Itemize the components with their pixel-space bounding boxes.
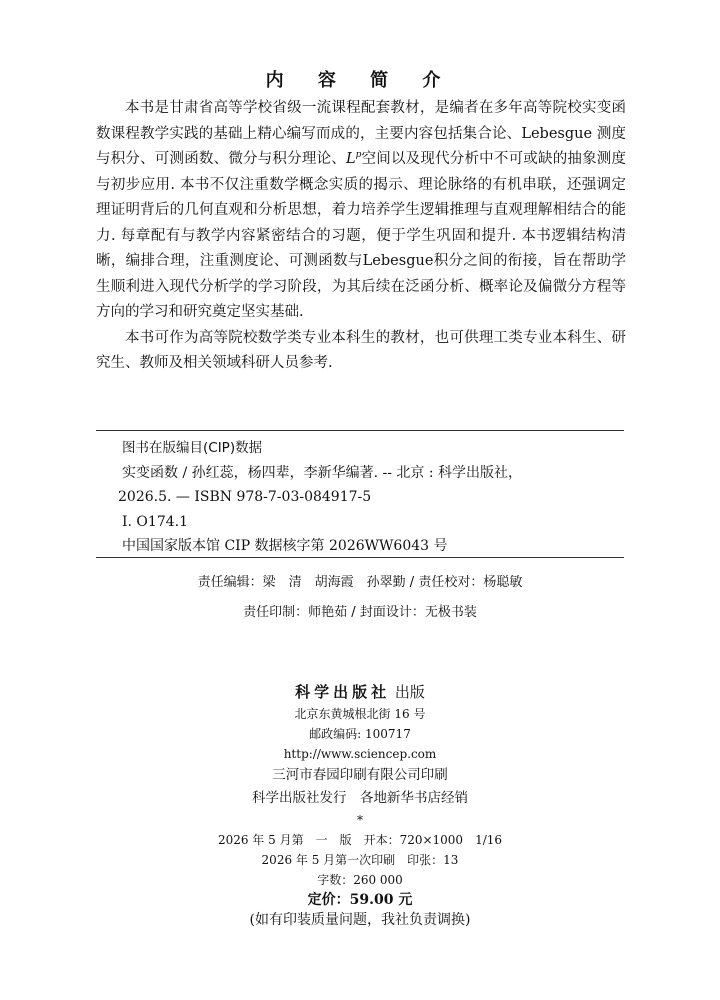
separator-star: * [357,813,363,827]
cip-block [118,436,622,559]
cip-heading: 图书在版编目(CIP)数据 [122,440,263,456]
printing-line: 2026 年 5 月第一次印刷 印张：13 [261,853,459,867]
publisher-address: 北京东黄城根北街 16 号 [294,707,426,721]
lp-superscript: p [355,150,362,161]
summary-body [96,96,626,377]
distribution-line: 科学出版社发行 各地新华书店经销 [252,790,468,806]
printer-line: 三河市春园印刷有限公司印刷 [272,767,448,783]
lp-symbol: L [345,151,356,167]
cip-line-record-number: 中国国家版本馆 CIP 数据核字第 2026WW6043 号 [122,538,448,554]
publisher-suffix: 出版 [394,683,425,701]
cip-line-classification: Ⅰ. O174.1 [122,513,188,530]
summary-title: 内 容 简 介 [265,70,455,91]
cip-line-title: 实变函数 / 孙红蕊，杨四辈，李新华编著. -- 北京 : 科学出版社， [122,464,523,481]
cip-bottom-rule [96,557,624,558]
summary-paragraph-1 [96,96,626,326]
word-count: 字数：260 000 [317,873,403,887]
edition-line: 2026 年 5 月第 一 版 开本：720×1000 1/16 [217,833,503,847]
price: 定价：59.00 元 [307,892,413,908]
quality-note: (如有印装质量问题，我社负责调换) [249,912,471,928]
summary-text-b: 空间以及现代分析中不可或缺的抽象测度与初步应用. 本书不仅注重数学概念实质的揭示、理论脉络的有机串联，还强调定理证明背后的几何直观和分析思想，着力培养学生逻辑推理与直观理解相结合的能力. 每章配有与教学内容紧密结合的习题，便于学生巩固和提升. 本书逻辑结构清晰，编排合理，注重测度论、可测函数与Lebesgue积分之间的衔接，旨在帮助学生顺利进入现代分析学的学习阶段，为其后续在泛函分析、概率论及偏微分方程等方向的学习和研究奠定坚实基础. [96,151,627,320]
summary-text-a: 本书是甘肃省高等学校省级一流课程配套教材，是编者在多年高等院校实变函数课程教学实践的基础上精心编写而成的，主要内容包括集合论、Lebesgue 测度与积分、可测函数、微分与积分理论、 [96,100,626,167]
imprint-block [0,680,720,930]
publisher-website: http://www.sciencep.com [283,747,437,761]
credits-editors: 责任编辑：梁 清 胡海霞 孙翠勤 / 责任校对：杨聪敏 [197,575,523,590]
summary-paragraph-2: 本书可作为高等院校数学类专业本科生的教材，也可供理工类专业本科生、研究生、教师及相关领域科研人员参考. [96,329,626,371]
cip-top-rule [96,430,624,431]
credits-production: 责任印制：师艳茹 / 封面设计：无极书装 [243,605,477,620]
publisher-logo-text: 科学出版社 [295,683,391,701]
cip-line-isbn: 2026.5. — ISBN 978-7-03-084917-5 [118,489,372,505]
publisher-postcode: 邮政编码: 100717 [309,727,411,741]
publisher-line [0,680,720,704]
